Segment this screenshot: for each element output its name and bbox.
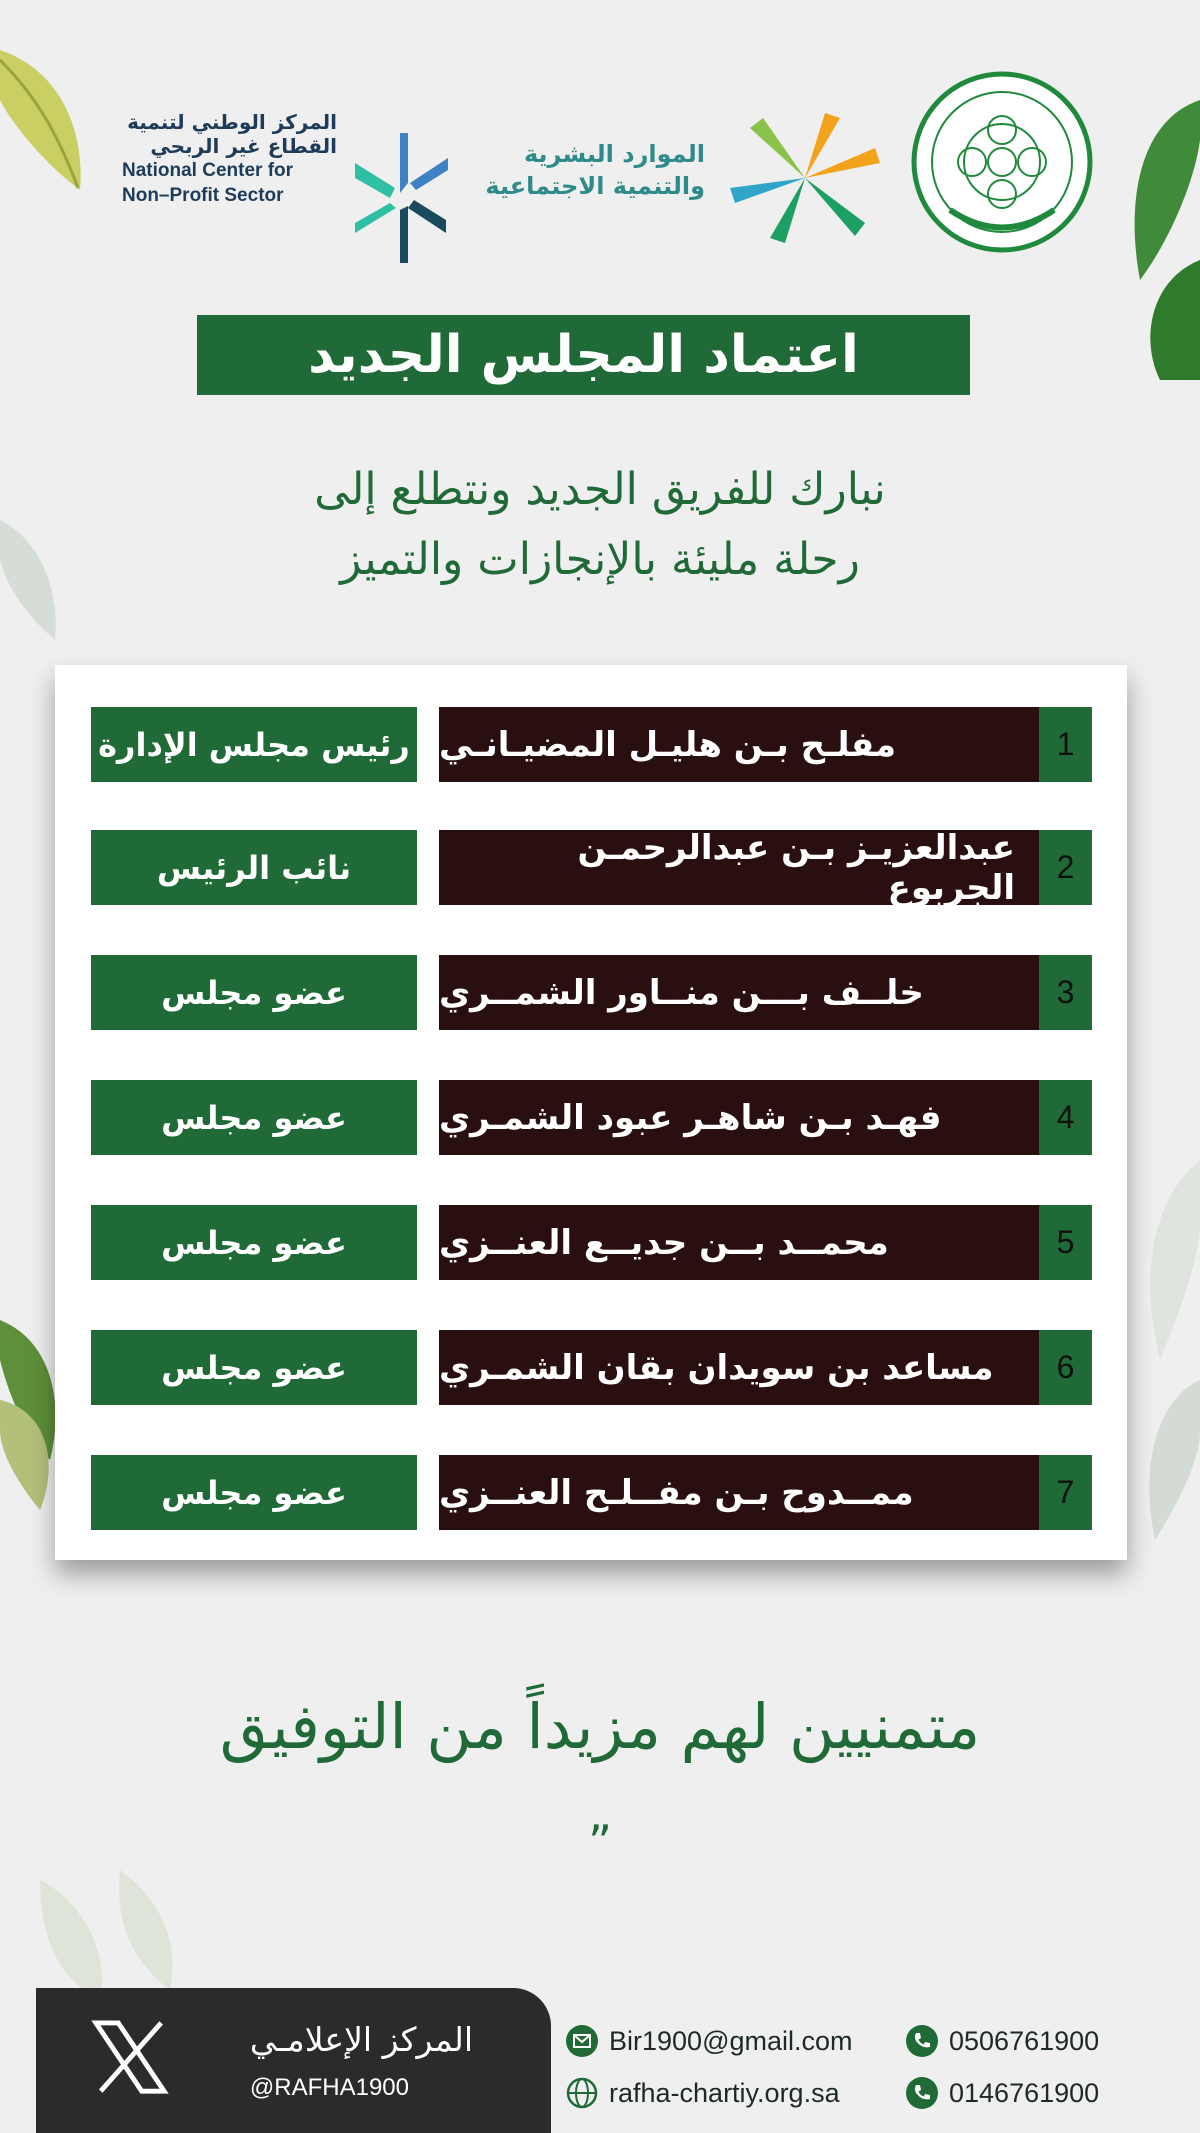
ncnp-mark-icon — [350, 128, 450, 268]
ncnp-logo — [122, 110, 442, 250]
leaf-decoration-right-lower — [1120, 1140, 1200, 1560]
globe-icon — [565, 2076, 599, 2110]
leaf-decoration-top-right — [1120, 80, 1200, 380]
hr-ministry-mark-icon — [725, 108, 885, 248]
charity-seal-logo — [910, 70, 1095, 255]
media-center-box — [36, 1988, 551, 2133]
phone-text-mobile: 0506761900 — [949, 2025, 1100, 2056]
member-row — [91, 955, 1091, 1030]
member-number: 3 — [1039, 955, 1092, 1030]
member-number: 2 — [1039, 830, 1092, 905]
member-role: عضو مجلس — [91, 1455, 417, 1530]
member-role: عضو مجلس — [91, 1080, 417, 1155]
member-row — [91, 1455, 1091, 1530]
member-role: نائب الرئيس — [91, 830, 417, 905]
phone-text-landline: 0146761900 — [949, 2077, 1100, 2108]
ncnp-arabic-line1: المركز الوطني لتنمية — [127, 110, 337, 134]
member-row — [91, 1205, 1091, 1280]
ncnp-arabic-line2: القطاع غير الربحي — [150, 134, 337, 158]
website-contact[interactable] — [565, 2076, 840, 2110]
member-name: مساعد بن سويدان بقان الشمـري — [439, 1330, 1039, 1405]
quote-mark: ” — [588, 1815, 612, 1869]
title-banner — [197, 315, 970, 395]
member-row — [91, 1330, 1091, 1405]
website-text: rafha-chartiy.org.sa — [609, 2077, 840, 2108]
member-row — [91, 1080, 1091, 1155]
member-number: 4 — [1039, 1080, 1092, 1155]
leaf-decoration-top-left — [0, 40, 90, 200]
member-role: عضو مجلس — [91, 1330, 417, 1405]
member-number: 7 — [1039, 1455, 1092, 1530]
social-handle[interactable]: @RAFHA1900 — [249, 2074, 409, 2101]
phone-contact-landline[interactable] — [905, 2076, 1099, 2110]
member-number: 6 — [1039, 1330, 1092, 1405]
phone-contact-mobile[interactable] — [905, 2024, 1099, 2058]
member-name: مفلـح بـن هليـل المضيـانـي — [439, 707, 1039, 782]
email-text: Bir1900@gmail.com — [609, 2025, 853, 2056]
ncnp-logo-text — [122, 110, 337, 208]
hr-ministry-line2: والتنمية الاجتماعية — [485, 172, 705, 200]
email-icon — [565, 2024, 599, 2058]
subtitle — [180, 455, 1020, 595]
ncnp-english-line1: National Center for — [122, 160, 294, 181]
member-row — [91, 707, 1091, 782]
header-logos — [110, 70, 1110, 260]
member-name: خلــف بـــن منــاور الشمــري — [439, 955, 1039, 1030]
page-title: اعتماد المجلس الجديد — [308, 325, 859, 385]
member-name: فهـد بـن شاهـر عبود الشمـري — [439, 1080, 1039, 1155]
member-number: 5 — [1039, 1205, 1092, 1280]
leaf-decoration-left-middle — [0, 480, 70, 680]
member-row — [91, 827, 1091, 908]
member-role: عضو مجلس — [91, 955, 417, 1030]
closing-message: متمنيين لهم مزيداً من التوفيق — [219, 1690, 981, 1763]
phone-icon — [905, 2076, 939, 2110]
member-name: محمــد بــن جديــع العنــزي — [439, 1205, 1039, 1280]
member-role: عضو مجلس — [91, 1205, 417, 1280]
member-name: عبدالعزيـز بـن عبدالرحمـن الجربوع — [439, 830, 1039, 905]
hr-ministry-text — [465, 138, 705, 202]
member-role: رئيس مجلس الإدارة — [91, 707, 417, 782]
subtitle-line2: رحلة مليئة بالإنجازات والتميز — [340, 534, 860, 585]
member-name: ممــدوح بـن مفــلـح العنــزي — [439, 1455, 1039, 1530]
ncnp-english-line2: Non–Profit Sector — [122, 185, 284, 206]
phone-icon — [905, 2024, 939, 2058]
media-center-label: المركز الإعلامـي — [249, 2020, 473, 2059]
member-number: 1 — [1039, 707, 1092, 782]
subtitle-line1: نبارك للفريق الجديد ونتطلع إلى — [314, 464, 886, 515]
x-logo-icon[interactable] — [91, 2018, 169, 2096]
hr-ministry-line1: الموارد البشرية — [523, 140, 705, 168]
members-card — [55, 665, 1127, 1560]
email-contact[interactable] — [565, 2024, 853, 2058]
